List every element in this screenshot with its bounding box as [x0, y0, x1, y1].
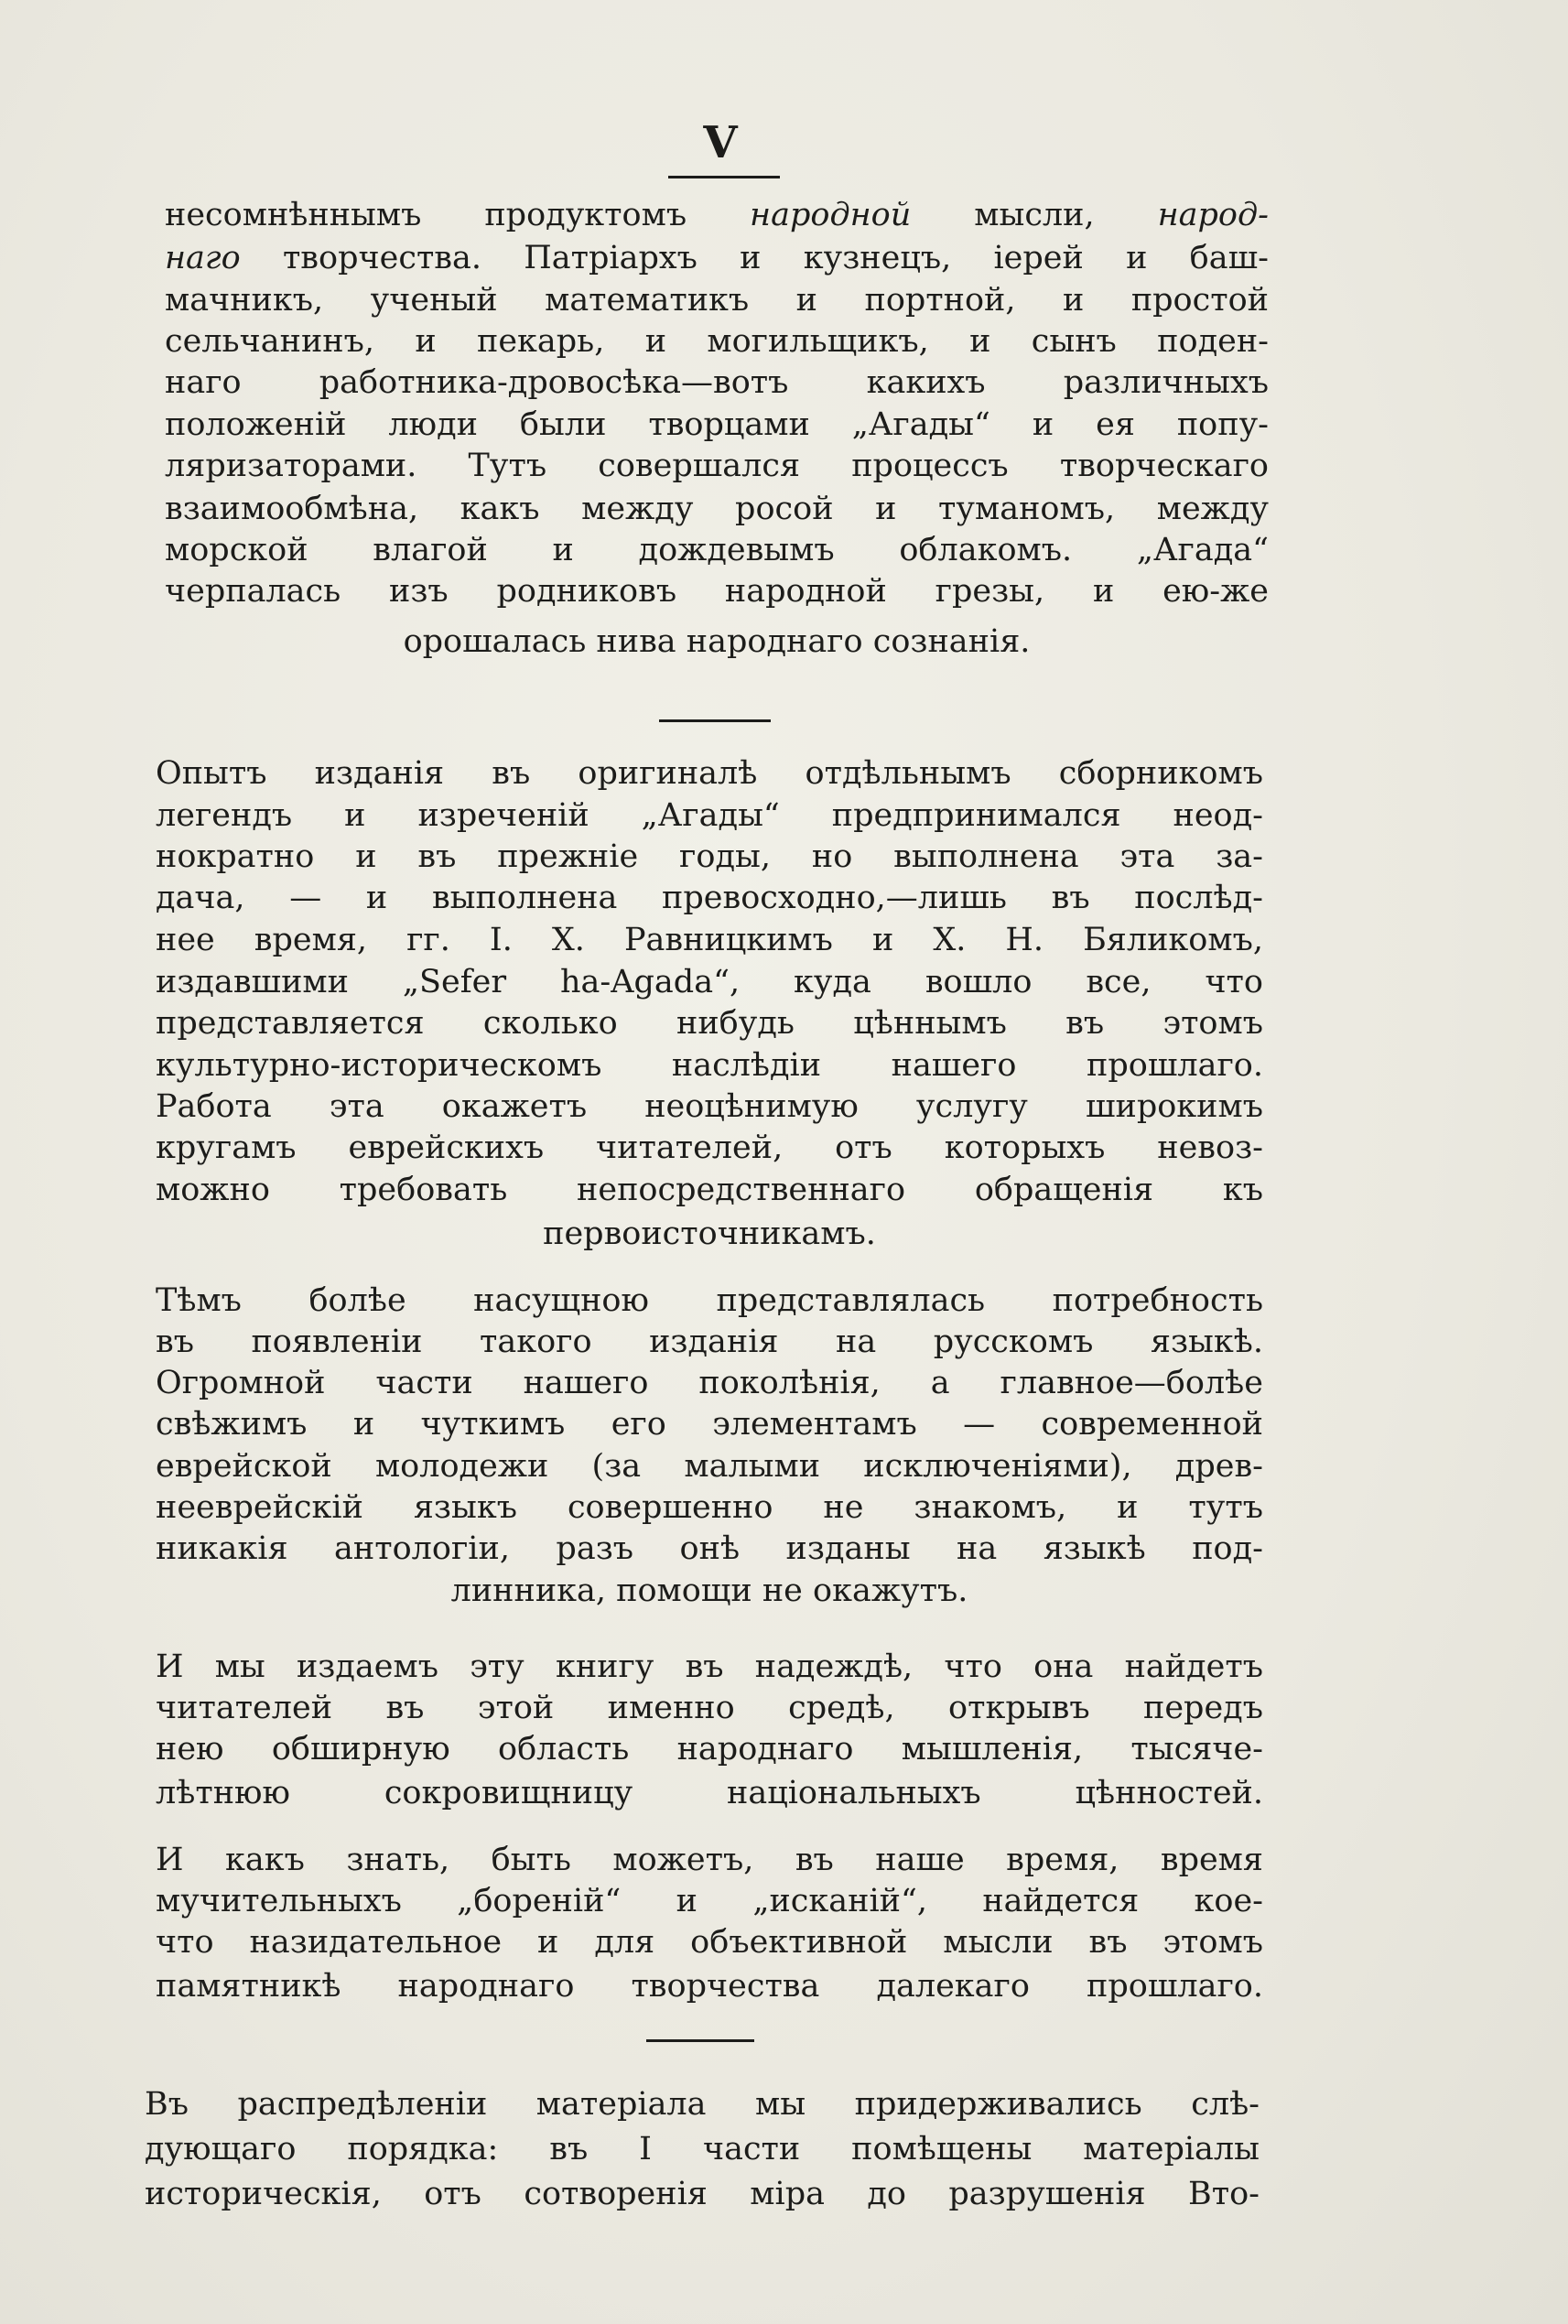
section-separator	[659, 719, 771, 722]
text-run: нее время, гг. І. Х. Равницкимъ и Х. Н. Бяликомъ,	[156, 922, 1263, 958]
text-run: памятникѣ народнаго творчества далекаго прошлаго.	[156, 1968, 1263, 2005]
text-run: можно требовать непосредственнаго обращенія къ	[156, 1172, 1263, 1208]
text-line	[165, 235, 1269, 281]
text-line	[165, 360, 1269, 405]
text-run: нократно и въ прежніе годы, но выполнена эта за-	[156, 838, 1263, 875]
text-run: взаимообмѣна, какъ между росой и туманомъ, между	[165, 491, 1269, 527]
text-run: мачникъ, ученый математикъ и портной, и простой	[165, 282, 1269, 319]
text-run: представляется сколько нибудь цѣннымъ въ этомъ	[156, 1005, 1263, 1042]
text-line	[156, 1770, 1263, 1816]
text-line	[156, 959, 1263, 1005]
text-line	[156, 917, 1263, 963]
text-line	[165, 568, 1269, 614]
text-line	[156, 1211, 1263, 1257]
text-run: линника, помощи не окажутъ.	[450, 1573, 968, 1609]
text-line	[165, 277, 1269, 323]
text-line	[145, 2171, 1260, 2217]
text-line	[156, 1526, 1263, 1572]
text-run: Огромной части нашего поколѣнія, а главное—болѣе	[156, 1365, 1263, 1401]
text-run: Работа эта окажетъ неоцѣнимую услугу широкимъ	[156, 1088, 1263, 1125]
text-run: орошалась нива народнаго сознанія.	[403, 623, 1031, 660]
text-line	[156, 1084, 1263, 1130]
text-line	[165, 192, 1269, 238]
text-line	[156, 1485, 1263, 1530]
text-run: нееврейскій языкъ совершенно не знакомъ, и тутъ	[156, 1489, 1263, 1526]
text-line	[165, 402, 1269, 448]
text-run: что назидательное и для объективной мысли въ этомъ	[156, 1924, 1263, 1961]
text-run: творчества. Патріархъ и кузнецъ, іерей и баш-	[240, 240, 1269, 276]
page-number: V	[703, 117, 740, 168]
text-run: дача, — и выполнена превосходно,—лишь въ послѣд-	[156, 880, 1263, 916]
text-line	[156, 875, 1263, 921]
text-line	[156, 1278, 1263, 1324]
text-line	[156, 1043, 1263, 1088]
section-separator	[646, 2039, 754, 2042]
text-run: И мы издаемъ эту книгу въ надеждѣ, что она найдетъ	[156, 1648, 1263, 1685]
text-run: первоисточникамъ.	[543, 1216, 876, 1252]
text-run: лѣтнюю сокровищницу національныхъ цѣнностей.	[156, 1775, 1263, 1811]
text-run: Тѣмъ болѣе насущною представлялась потребность	[156, 1282, 1263, 1319]
text-line	[156, 1878, 1263, 1924]
text-run: историческія, отъ сотворенія міра до разрушенія Вто-	[145, 2176, 1260, 2212]
text-line	[156, 751, 1263, 796]
text-run: еврейской молодежи (за малыми исключеніями), древ-	[156, 1448, 1263, 1485]
text-line	[156, 1726, 1263, 1772]
text-line	[156, 834, 1263, 880]
text-line	[165, 486, 1269, 532]
text-run: въ появленіи такого изданія на русскомъ языкѣ.	[156, 1324, 1263, 1360]
text-run: Въ распредѣленіи матеріала мы придерживались слѣ-	[145, 2086, 1260, 2123]
text-line	[156, 1443, 1263, 1489]
text-run: И какъ знать, быть можетъ, въ наше время, время	[156, 1842, 1263, 1878]
text-run: Опытъ изданія въ оригиналѣ отдѣльнымъ сборникомъ	[156, 755, 1263, 792]
text-run: никакія антологіи, разъ онѣ изданы на языкѣ под-	[156, 1530, 1263, 1567]
text-run: сельчанинъ, и пекарь, и могильщикъ, и сынъ поден-	[165, 323, 1269, 360]
text-line	[156, 1360, 1263, 1406]
text-line	[156, 1125, 1263, 1171]
text-line	[156, 1319, 1263, 1365]
text-run: дующаго порядка: въ І части помѣщены матеріалы	[145, 2131, 1260, 2167]
text-run: свѣжимъ и чуткимъ его элементамъ — современной	[156, 1406, 1263, 1443]
text-line	[165, 527, 1269, 573]
italic-text: наго	[165, 240, 241, 276]
text-run: издавшими „Sefer ha-Agada“, куда вошло все, что	[156, 964, 1263, 1000]
text-run: мысли,	[911, 197, 1158, 233]
text-run: легендъ и изреченій „Агады“ предпринимался неод-	[156, 797, 1263, 834]
text-line	[156, 1000, 1263, 1046]
text-run: читателей въ этой именно средѣ, открывъ передъ	[156, 1690, 1263, 1726]
text-run: кругамъ еврейскихъ читателей, отъ которыхъ невоз-	[156, 1130, 1263, 1166]
text-run: несомнѣннымъ продуктомъ	[165, 197, 751, 233]
text-line	[156, 1837, 1263, 1883]
text-run: положеній люди были творцами „Агады“ и ея попу-	[165, 406, 1269, 443]
text-run: мучительныхъ „бореній“ и „исканій“, найдется кое-	[156, 1883, 1263, 1919]
text-line	[145, 2126, 1260, 2172]
text-run: ляризаторами. Тутъ совершался процессъ творческаго	[165, 448, 1269, 484]
text-line	[156, 1568, 1263, 1614]
text-line	[156, 1644, 1263, 1690]
text-line	[165, 443, 1269, 489]
text-line	[156, 1919, 1263, 1965]
text-run: морской влагой и дождевымъ облакомъ. „Агада“	[165, 532, 1269, 568]
text-run: наго работника-дровосѣка—вотъ какихъ различныхъ	[165, 364, 1269, 401]
italic-text: народ-	[1157, 197, 1269, 233]
text-line	[156, 1167, 1263, 1213]
text-run: нею обширную область народнаго мышленія, тысяче-	[156, 1731, 1263, 1767]
text-line	[145, 2081, 1260, 2127]
text-line	[156, 793, 1263, 838]
text-line	[156, 1963, 1263, 2009]
text-run: черпалась изъ родниковъ народной грезы, и ею-же	[165, 573, 1269, 610]
text-line	[156, 1685, 1263, 1731]
text-line	[165, 619, 1269, 665]
text-line	[156, 1401, 1263, 1447]
page-number-rule	[668, 176, 780, 178]
text-line	[165, 319, 1269, 364]
text-run: культурно-историческомъ наслѣдіи нашего прошлаго.	[156, 1047, 1263, 1084]
italic-text: народной	[750, 197, 912, 233]
